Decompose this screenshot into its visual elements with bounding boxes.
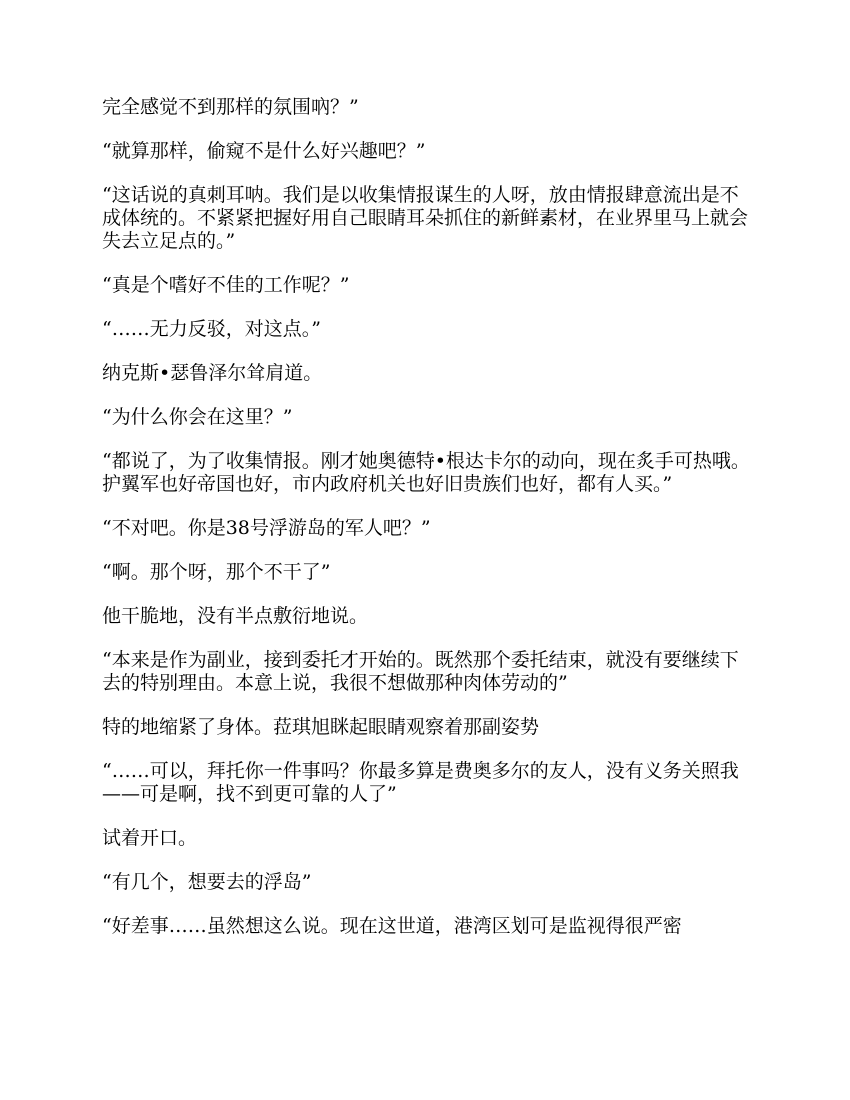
paragraph: “……可以，拜托你一件事吗？你最多算是费奥多尔的友人，没有义务关照我——可是啊，找不到更可靠的人了”	[102, 760, 739, 805]
paragraph: 试着开口。	[102, 827, 198, 849]
paragraph: 完全感觉不到那样的氛围吶？”	[102, 96, 359, 118]
paragraph: “这话说的真刺耳呐。我们是以收集情报谋生的人呀，放由情报肆意流出是不成体统的。不紧紧把握好用自己眼睛耳朵抓住的新鲜素材，在业界里马上就会失去立足点的。”	[102, 184, 749, 252]
paragraph: “本来是作为副业，接到委托才开始的。既然那个委托结束，就没有要继续下去的特别理由。本意上说，我很不想做那种肉体劳动的”	[102, 649, 739, 694]
document-page	[102, 96, 750, 959]
paragraph: “真是个嗜好不佳的工作呢？”	[102, 274, 350, 296]
paragraph: “就算那样，偷窥不是什么好兴趣吧？”	[102, 140, 426, 162]
paragraph: 他干脆地，没有半点敷衍地说。	[102, 605, 369, 627]
paragraph: “好差事……虽然想这么说。现在这世道，港湾区划可是监视得很严密	[102, 915, 682, 937]
paragraph: “不对吧。你是38号浮游岛的军人吧？”	[102, 517, 431, 539]
paragraph: “……无力反驳，对这点。”	[102, 318, 321, 340]
paragraph: 纳克斯•瑟鲁泽尔耸肩道。	[102, 362, 323, 384]
paragraph: “啊。那个呀，那个不干了”	[102, 561, 331, 583]
paragraph: “为什么你会在这里？”	[102, 406, 293, 428]
paragraph: “都说了，为了收集情报。刚才她奥德特•根达卡尔的动向，现在炙手可热哦。护翼军也好帝国也好，市内政府机关也好旧贵族们也好，都有人买。”	[102, 450, 750, 495]
paragraph: 特的地缩紧了身体。菈琪旭眯起眼睛观察着那副姿势	[102, 716, 540, 738]
paragraph: “有几个，想要去的浮岛”	[102, 871, 312, 893]
